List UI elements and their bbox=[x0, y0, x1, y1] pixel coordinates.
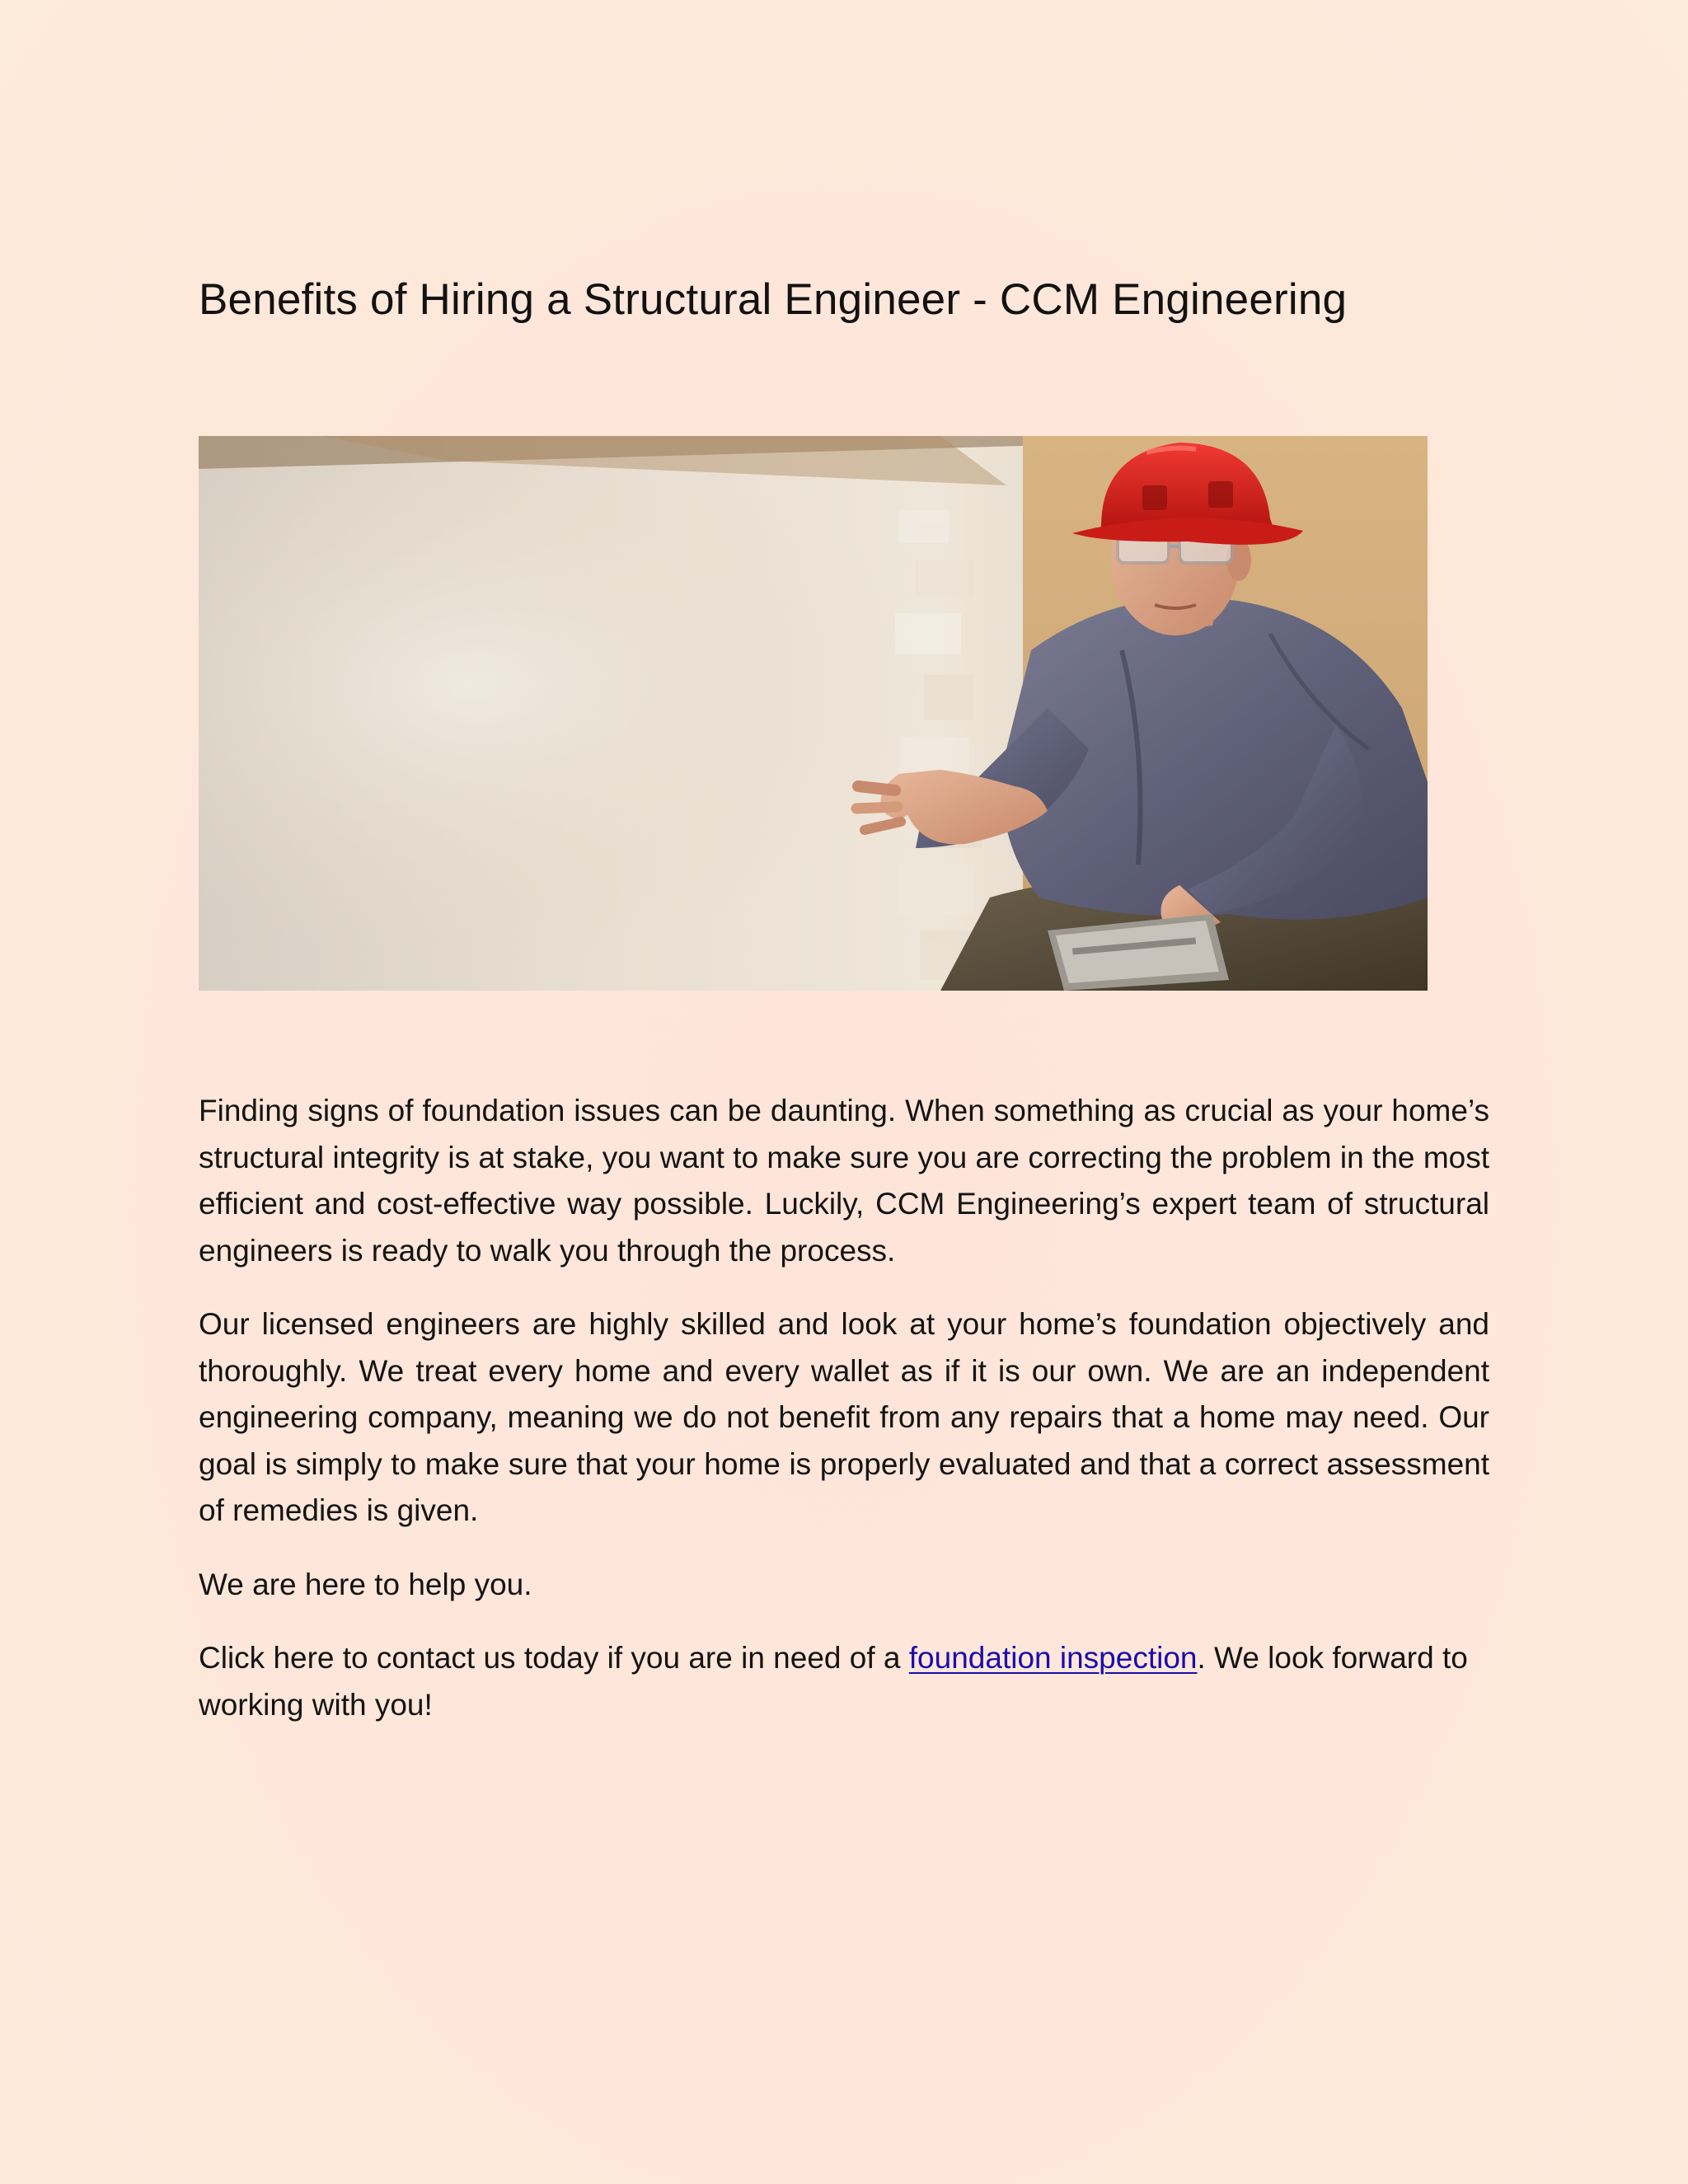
contact-text-before: Click here to contact us today if you are in need of a bbox=[199, 1641, 909, 1675]
article-body bbox=[199, 1088, 1489, 1755]
photo-illustration bbox=[199, 436, 1428, 991]
paragraph-intro: Finding signs of foundation issues can be daunting. When something as crucial as your home’s structural integrity is at stake, you want to make sure you are correcting the problem in the most efficient and cost-effective way possible. Luckily, CCM Engineering’s expert team of structural engineers is ready to walk you through the process. bbox=[199, 1094, 1489, 1268]
paragraph-help: We are here to help you. bbox=[199, 1567, 532, 1601]
contact-text-after: . We look forward to working with you! bbox=[199, 1641, 1468, 1722]
paragraph-engineers: Our licensed engineers are highly skilled and look at your home’s foundation objectively and thoroughly. We treat every home and every wallet as if it is our own. We are an independent engineering company, meaning we do not benefit from any repairs that a home may need. Our goal is simply to make sure that your home is properly evaluated and that a correct assessment of remedies is given. bbox=[199, 1307, 1489, 1527]
paragraph-contact bbox=[199, 1635, 1489, 1728]
engineer-inspecting-wall-photo bbox=[199, 436, 1428, 991]
foundation-inspection-link[interactable]: foundation inspection bbox=[908, 1641, 1198, 1675]
page-title: Benefits of Hiring a Structural Engineer - CCM Engineering bbox=[199, 275, 1348, 324]
